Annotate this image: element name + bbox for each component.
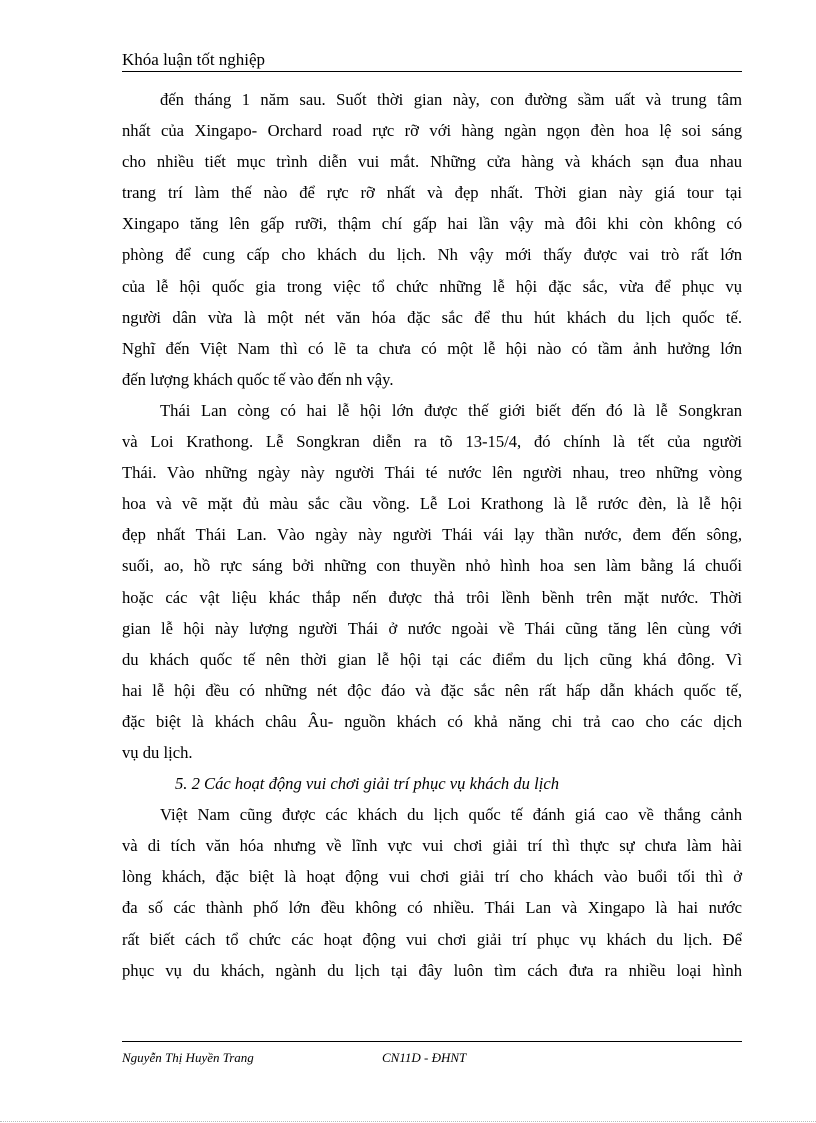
section-heading: 5. 2 Các hoạt động vui chơi giải trí phục vụ khách du lịch bbox=[175, 774, 559, 794]
text-line: rất biết cách tổ chức các hoạt động vui chơi giải trí phục vụ khách du lịch. Để bbox=[122, 929, 742, 949]
body-text bbox=[122, 84, 742, 986]
text-line: trang trí làm thế nào để rực rỡ nhất và đẹp nhất. Thời gian này giá tour tại bbox=[122, 183, 742, 203]
text-line: đến tháng 1 năm sau. Suốt thời gian này, con đường sầm uất và trung tâm bbox=[160, 90, 742, 109]
text-line: và Loi Krathong. Lễ Songkran diễn ra tõ 13-15/4, đó chính là tết của người bbox=[122, 432, 742, 452]
text-line: du khách quốc tế nên thời gian lễ hội tại các điểm du lịch cũng khá đông. Vì bbox=[122, 649, 742, 669]
text-line: đặc biệt là khách châu Âu- nguồn khách có khả năng chi trả cao cho các dịch bbox=[122, 711, 742, 731]
text-line: Nghĩ đến Việt Nam thì có lẽ ta chưa có một lễ hội nào có tầm ảnh hưởng lớn bbox=[122, 338, 742, 358]
text-line: Việt Nam cũng được các khách du lịch quốc tế đánh giá cao về thắng cảnh bbox=[160, 805, 742, 825]
text-line: người dân vừa là một nét văn hóa đặc sắc để thu hút khách du lịch quốc tế. bbox=[122, 307, 742, 327]
text-line: hoa và vẽ mặt đủ màu sắc cầu vồng. Lễ Loi Krathong là lễ rước đèn, là lễ hội bbox=[122, 494, 742, 514]
text-line: nhất của Xingapo- Orchard road rực rỡ với hàng ngàn ngọn đèn hoa lệ soi sáng bbox=[122, 121, 742, 141]
text-line: và di tích văn hóa nhưng về lĩnh vực vui chơi giải trí thì thực sự chưa làm hài bbox=[122, 836, 742, 856]
text-line: vụ du lịch. bbox=[122, 742, 193, 762]
footer-class: CN11D - ĐHNT bbox=[382, 1050, 467, 1065]
text-line: hai lễ hội đều có những nét độc đáo và đặc sắc nên rất hấp dẫn khách quốc tế, bbox=[122, 680, 742, 700]
page-header-title: Khóa luận tốt nghiệp bbox=[122, 50, 266, 69]
text-line: Xingapo tăng lên gấp rưỡi, thậm chí gấp hai lần vậy mà đôi khi còn không có bbox=[122, 214, 742, 234]
footer-divider bbox=[122, 1041, 742, 1042]
text-line: gian lễ hội này lượng người Thái ở nước ngoài về Thái cũng tăng lên cùng với bbox=[122, 618, 742, 638]
text-line: lòng khách, đặc biệt là hoạt động vui chơi giải trí cho khách vào buổi tối thì ở bbox=[122, 867, 742, 887]
text-line: của lễ hội quốc gia trong việc tổ chức những lễ hội đặc sắc, vừa để phục vụ bbox=[122, 276, 742, 296]
text-line: suối, ao, hồ rực sáng bởi những con thuyền nhỏ hình hoa sen làm bằng lá chuối bbox=[122, 556, 742, 576]
text-line: Thái. Vào những ngày này người Thái té nước lên người nhau, treo những vòng bbox=[122, 463, 742, 483]
text-line: đa số các thành phố lớn đều không có nhiều. Thái Lan và Xingapo là hai nước bbox=[122, 898, 742, 918]
header-divider bbox=[122, 71, 742, 72]
footer-author: Nguyễn Thị Huyền Trang bbox=[122, 1050, 254, 1065]
text-line: phục vụ du khách, ngành du lịch tại đây luôn tìm cách đưa ra nhiều loại hình bbox=[122, 960, 742, 980]
text-line: đến lượng khách quốc tế vào đến nh vậy. bbox=[122, 369, 394, 389]
text-line: phòng để cung cấp cho khách du lịch. Nh vậy mới thấy được vai trò rất lớn bbox=[122, 245, 742, 265]
text-line: Thái Lan còng có hai lễ hội lớn được thế giới biết đến đó là lễ Songkran bbox=[160, 400, 742, 420]
text-line: hoặc các vật liệu khác thắp nến được thả trôi lềnh bềnh trên mặt nước. Thời bbox=[122, 587, 742, 607]
page-edge-divider bbox=[0, 1121, 816, 1122]
text-line: cho nhiều tiết mục trình diễn vui mắt. Những cửa hàng và khách sạn đua nhau bbox=[122, 152, 742, 172]
text-line: đẹp nhất Thái Lan. Vào ngày này người Thái vái lạy thần nước, đem đến sông, bbox=[122, 525, 742, 545]
